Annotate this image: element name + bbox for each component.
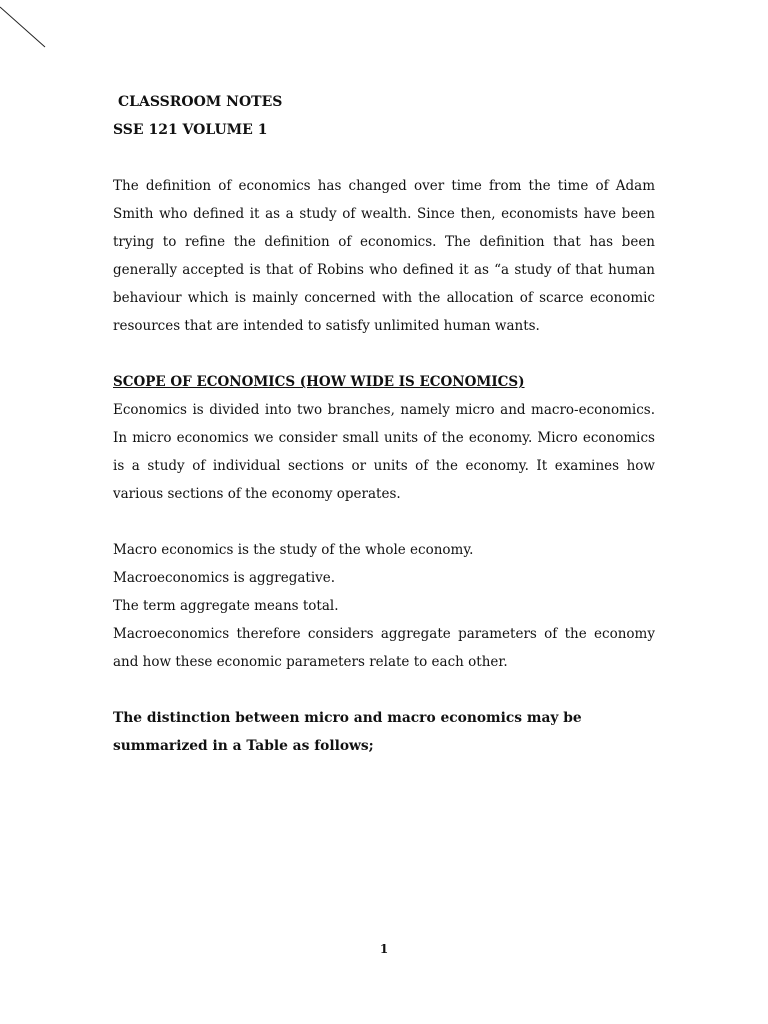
document-title: CLASSROOM NOTES — [118, 94, 283, 110]
scope-paragraph: Economics is divided into two branches, namely micro and macro-economics. In micro economics we consider small units of the economy. Micro economics is a study of individual sections or units of the economy. It examines how various sections of the economy operates. — [113, 402, 655, 502]
macro-aggregative-line: Macroeconomics is aggregative. — [113, 570, 336, 586]
distinction-paragraph: The distinction between micro and macro economics may be summarized in a Table as follows; — [113, 710, 582, 754]
macro-definition-line: Macro economics is the study of the whole economy. — [113, 542, 474, 558]
intro-paragraph: The definition of economics has changed over time from the time of Adam Smith who defined it as a study of wealth. Since then, economists have been trying to refine the definition of economics. The definition that has been generally accepted is that of Robins who defined it as “a study of that human behaviour which is mainly concerned with the allocation of scarce economic resources that are intended to satisfy unlimited human wants. — [113, 178, 655, 334]
document-subtitle: SSE 121 VOLUME 1 — [113, 122, 268, 138]
page-number: 1 — [379, 942, 389, 956]
macro-paragraph: Macroeconomics therefore considers aggregate parameters of the economy and how these economic parameters relate to each other. — [113, 626, 655, 670]
corner-fold-mark — [0, 0, 50, 50]
scope-heading: SCOPE OF ECONOMICS (HOW WIDE IS ECONOMICS) — [113, 374, 525, 390]
document-page — [113, 88, 655, 760]
aggregate-meaning-line: The term aggregate means total. — [113, 598, 339, 614]
